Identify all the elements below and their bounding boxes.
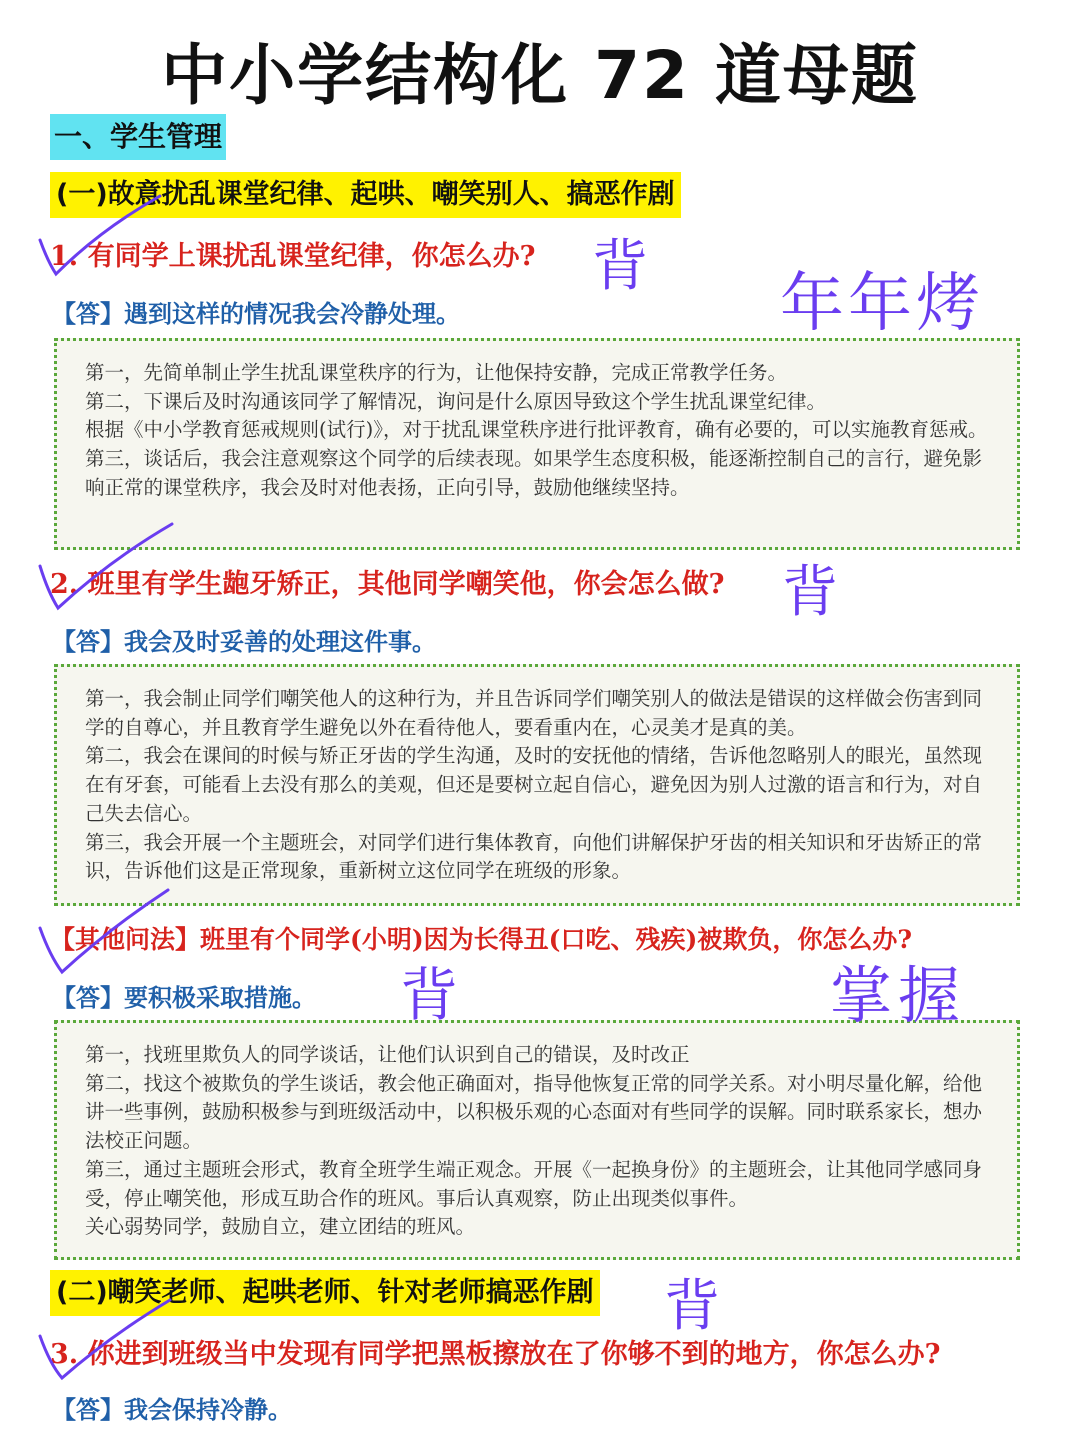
- section-heading-student-management: 一、学生管理: [50, 114, 226, 160]
- paragraph: 第一，先简单制止学生扰乱课堂秩序的行为，让他保持安静，完成正常教学任务。: [85, 361, 788, 384]
- paragraph: 第三，通过主题班会形式，教育全班学生端正观念。开展《一起换身份》的主题班会，让其他同学感同身受，停止嘲笑他，形成互助合作的班风。事后认真观察，防止出现类似事件。: [85, 1157, 983, 1210]
- question-3: 3. 你进到班级当中发现有同学把黑板擦放在了你够不到的地方，你怎么办?: [50, 1339, 941, 1370]
- handwritten-note-bei: 背: [592, 234, 648, 299]
- question-other-phrasing: 【其他问法】班里有个同学(小明)因为长得丑(口吃、残疾)被欺负，你怎么办?: [50, 925, 912, 954]
- question-2: 2. 班里有学生龅牙矫正，其他同学嘲笑他，你会怎么做?: [50, 569, 725, 600]
- handwritten-note-bei: 背: [400, 961, 459, 1029]
- paragraph: 第一，找班里欺负人的同学谈话，让他们认识到自己的错误，及时改正: [85, 1043, 690, 1066]
- question-1: 1. 有同学上课扰乱课堂纪律，你怎么办?: [50, 241, 536, 272]
- answer-3: 【答】我会保持冷静。: [52, 1396, 292, 1424]
- paragraph: 第三，我会开展一个主题班会，对同学们进行集体教育，向他们讲解保护牙齿的相关知识和牙齿矫正的常识，告诉他们这是正常现象，重新树立这位同学在班级的形象。: [85, 830, 983, 883]
- paragraph: 关心弱势同学，鼓励自立，建立团结的班风。: [85, 1215, 476, 1239]
- paragraph: 第二，找这个被欺负的学生谈话，教会他正确面对，指导他恢复正常的同学关系。对小明尽量化解，给他讲一些事例，鼓励积极参与到班级活动中，以积极乐观的心态面对有些同学的误解。同时联系家长，想办法校正问题。: [85, 1071, 983, 1153]
- handwritten-note-bei: 背: [664, 1274, 720, 1339]
- handwritten-note-bei: 背: [782, 560, 838, 625]
- subsection-heading-2: (二)嘲笑老师、起哄老师、针对老师搞恶作剧: [50, 1270, 600, 1316]
- handwritten-note-yearly: 年年烤: [780, 267, 984, 341]
- subsection-heading-1: (一)故意扰乱课堂纪律、起哄、嘲笑别人、搞恶作剧: [50, 172, 681, 218]
- paragraph: 第一，我会制止同学们嘲笑他人的这种行为，并且告诉同学们嘲笑别人的做法是错误的这样做会伤害到同学的自尊心，并且教育学生避免以外在看待他人，要看重内在，心灵美才是真的美。: [85, 687, 983, 739]
- answer-box-2: [54, 664, 1020, 906]
- answer-box-1: [54, 338, 1020, 550]
- handwritten-note-master: 掌握: [830, 959, 967, 1032]
- answer-2: 【答】我会及时妥善的处理这件事。: [52, 628, 436, 656]
- answer-1: 【答】遇到这样的情况我会冷静处理。: [52, 300, 460, 328]
- paragraph: 第二，下课后及时沟通该同学了解情况，询问是什么原因导致这个学生扰乱课堂纪律。: [85, 389, 827, 413]
- page-title: 中小学结构化 72 道母题: [161, 37, 919, 114]
- paragraph: 根据《中小学教育惩戒规则(试行)》，对于扰乱课堂秩序进行批评教育，确有必要的，可以实施教育惩戒。: [85, 418, 988, 442]
- answer-other: 【答】要积极采取措施。: [52, 984, 316, 1012]
- paragraph: 第三，谈话后，我会注意观察这个同学的后续表现。如果学生态度积极，能逐渐控制自己的言行，避免影响正常的课堂秩序，我会及时对他表扬，正向引导，鼓励他继续坚持。: [85, 447, 983, 499]
- answer-box-3: [54, 1020, 1020, 1260]
- paragraph: 第二，我会在课间的时候与矫正牙齿的学生沟通，及时的安抚他的情绪，告诉他忽略别人的眼光，虽然现在有牙套，可能看上去没有那么的美观，但还是要树立起自信心，避免因为别人过激的语言和行为，对自己失去信心。: [85, 744, 983, 825]
